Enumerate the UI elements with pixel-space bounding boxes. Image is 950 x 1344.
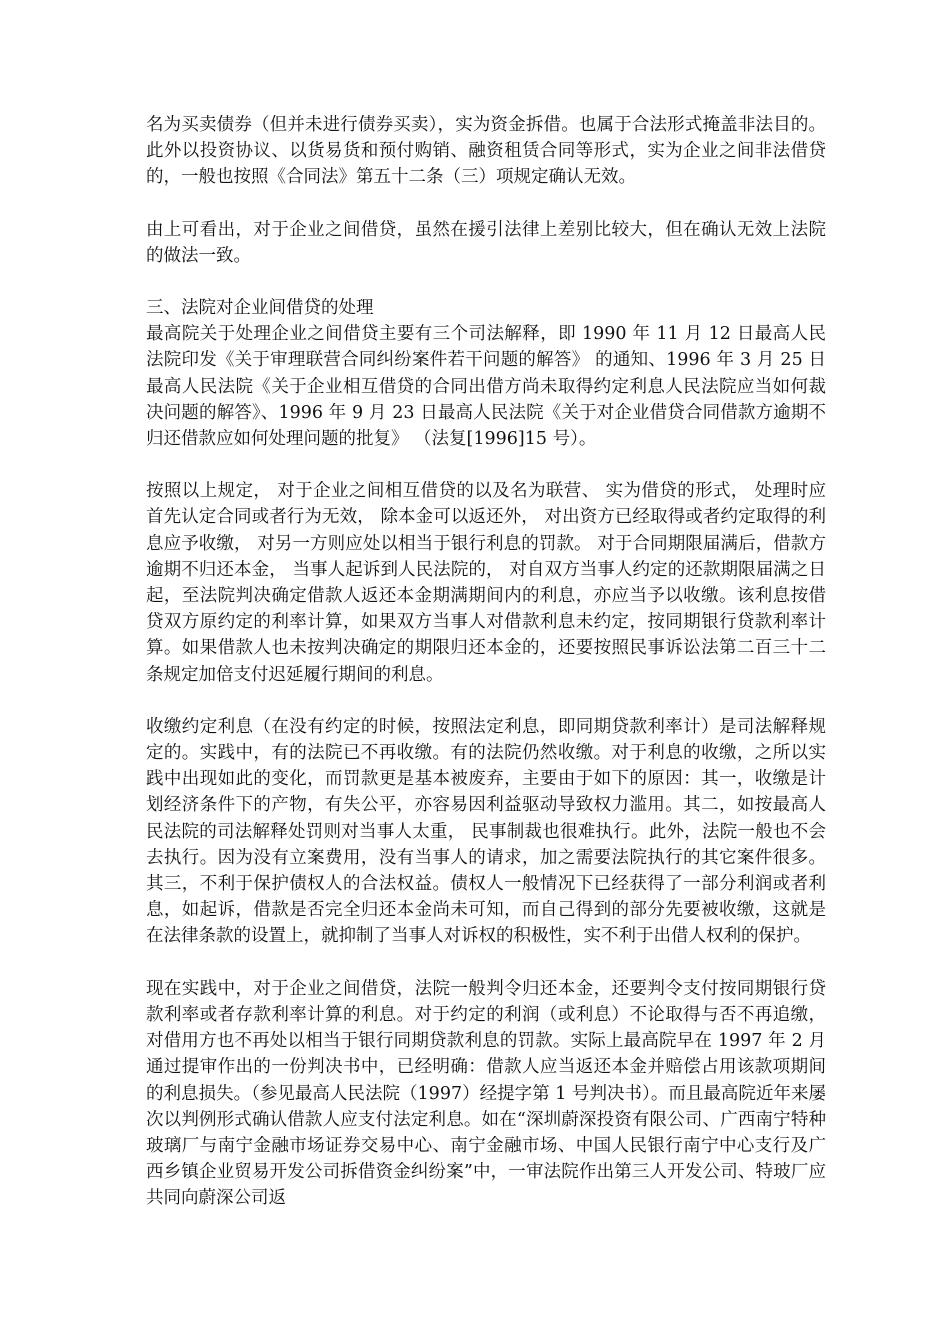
section-paragraph-2: 按照以上规定， 对于企业之间相互借贷的以及名为联营、 实为借贷的形式， 处理时应首先认定合同或者行为无效， 除本金可以返还外， 对出资方已经取得或者约定取得的利息应予收缴， 对另一方则应处以相当于银行利息的罚款。 对于合同期限届满后，借款方逾期不归还本金， 当事人起诉到人民法院的， 对自双方当事人约定的还款期限届满之日起，至法院判决确定借款人返还本金期满期间内的利息，亦应当予以收缴。该利息按借贷双方原约定的利率计算，如果双方当事人对借款利息未约定，按同期银行贷款利率计算。如果借款人也未按判决确定的期限归还本金的，还要按照民事诉讼法第二百三十二条规定加倍支付迟延履行期间的利息。 [146,481,826,685]
paragraph-2: 由上可看出，对于企业之间借贷，虽然在援引法律上差别比较大，但在确认无效上法院的做法一致。 [146,219,826,266]
section-heading: 三、法院对企业间借贷的处理 [146,298,374,319]
section-paragraph-1: 最高院关于处理企业之间借贷主要有三个司法解释，即 1990 年 11 月 12 日最高人民法院印发《关于审理联营合同纠纷案件若干问题的解答》 的通知、1996 年 3 月 25 日最高人民法院《关于企业相互借贷的合同出借方尚未取得约定利息人民法院应当如何裁决问题的解答》、1996 年 9 月 23 日最高人民法院《关于对企业借贷合同借款方逾期不归还借款应如何处理问题的批复》 （法复[1996]15 号）。 [146,324,826,450]
section-paragraph-3: 收缴约定利息（在没有约定的时候，按照法定利息，即同期贷款利率计）是司法解释规定的。实践中，有的法院已不再收缴。有的法院仍然收缴。对于利息的收缴，之所以实践中出现如此的变化，而罚款更是基本被废弃，主要由于如下的原因：其一，收缴是计划经济条件下的产物，有失公平，亦容易因利益驱动导致权力滥用。其二，如按最高人民法院的司法解释处罚则对当事人太重， 民事制裁也很难执行。此外，法院一般也不会去执行。因为没有立案费用，没有当事人的请求，加之需要法院执行的其它案件很多。其三，不利于保护债权人的合法权益。债权人一般情况下已经获得了一部分利润或者利息，如起诉，借款是否完全归还本金尚未可知，而自己得到的部分先要被收缴，这就是在法律条款的设置上，就抑制了当事人对诉权的积极性，实不利于出借人权利的保护。 [146,716,826,947]
document-page [146,112,826,1238]
section-paragraph-4: 现在实践中，对于企业之间借贷，法院一般判令归还本金，还要判令支付按同期银行贷款利率或者存款利率计算的利息。对于约定的利润（或利息）不论取得与否不再追缴，对借用方也不再处以相当于银行同期贷款利息的罚款。实际上最高院早在 1997 年 2 月通过提审作出的一份判决书中，已经明确：借款人应当返还本金并赔偿占用该款项期间的利息损失。（参见最高人民法院（1997）经提字第 1 号判决书）。而且最高院近年来屡次以判例形式确认借款人应支付法定利息。如在“深圳蔚深投资有限公司、广西南宁特种玻璃厂与南宁金融市场证券交易中心、南宁金融市场、中国人民银行南宁中心支行及广西乡镇企业贸易开发公司拆借资金纠纷案”中，一审法院作出第三人开发公司、特玻厂应共同向蔚深公司返 [146,978,826,1209]
paragraph-1: 名为买卖债券（但并未进行债券买卖），实为资金拆借。也属于合法形式掩盖非法目的。此外以投资协议、以货易货和预付购销、融资租赁合同等形式，实为企业之间非法借贷的，一般也按照《合同法》第五十二条（三）项规定确认无效。 [146,115,826,188]
